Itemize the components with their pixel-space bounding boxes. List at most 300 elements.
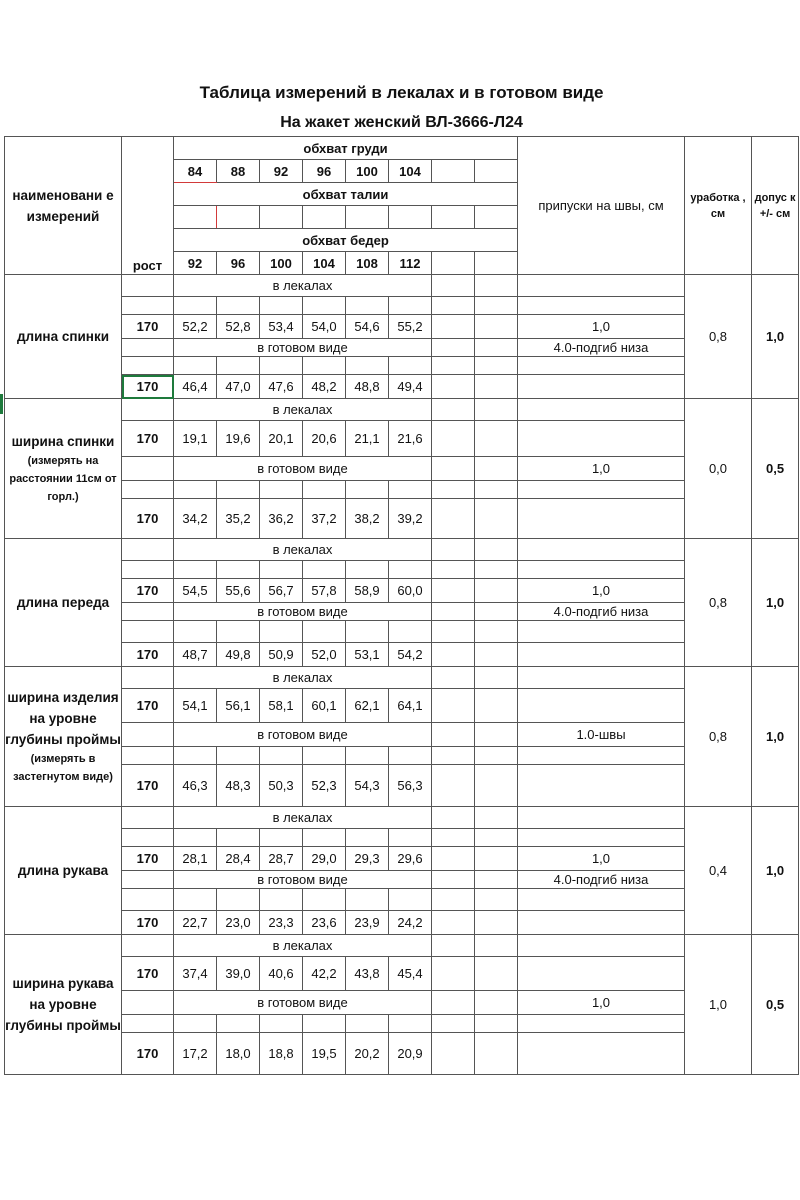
empty-cell: [475, 206, 518, 229]
shrink-value: 0,8: [685, 667, 752, 807]
empty-cell: [432, 481, 475, 499]
finished-value: 56,3: [389, 765, 432, 807]
table-row: [5, 375, 799, 399]
empty-cell: [432, 339, 475, 357]
empty-cell: [432, 315, 475, 339]
table-row: [5, 357, 799, 375]
empty-cell: [260, 561, 303, 579]
empty-cell: [432, 621, 475, 643]
finished-value: 48,8: [346, 375, 389, 399]
table-row: [5, 603, 799, 621]
empty-cell: [432, 579, 475, 603]
table-row: [5, 807, 799, 829]
header-chest-size: 84: [174, 160, 217, 183]
finished-value: 53,1: [346, 643, 389, 667]
finished-value: 18,8: [260, 1033, 303, 1075]
empty-cell: [518, 689, 685, 723]
header-hips-label: обхват бедер: [174, 229, 518, 252]
finished-value: 20,2: [346, 1033, 389, 1075]
empty-cell: [432, 399, 475, 421]
finished-label: в готовом виде: [174, 871, 432, 889]
empty-cell: [174, 747, 217, 765]
empty-cell: [346, 1015, 389, 1033]
empty-cell: [260, 206, 303, 229]
empty-cell: [475, 275, 518, 297]
allowance-value: 1,0: [518, 579, 685, 603]
tolerance-value: 1,0: [752, 667, 799, 807]
empty-cell: [475, 603, 518, 621]
measurement-name: [5, 399, 122, 539]
empty-cell: [174, 297, 217, 315]
measurement-name-text: ширина рукава на уровне глубины проймы: [5, 976, 121, 1033]
empty-cell: [518, 911, 685, 935]
empty-cell: [475, 499, 518, 539]
header-chest-label: обхват груди: [174, 137, 518, 160]
shrink-value: 0,8: [685, 275, 752, 399]
empty-cell: [432, 297, 475, 315]
empty-cell: [174, 481, 217, 499]
pattern-value: 29,6: [389, 847, 432, 871]
empty-cell: [432, 723, 475, 747]
height-value: 170: [122, 499, 174, 539]
finished-value: 52,3: [303, 765, 346, 807]
empty-cell: [432, 1033, 475, 1075]
empty-cell: [432, 807, 475, 829]
pattern-value: 20,6: [303, 421, 346, 457]
empty-cell: [346, 297, 389, 315]
pattern-value: 19,1: [174, 421, 217, 457]
finished-value: 48,2: [303, 375, 346, 399]
pattern-value: 28,4: [217, 847, 260, 871]
empty-cell: [475, 847, 518, 871]
tolerance-value: 0,5: [752, 399, 799, 539]
empty-cell: [518, 889, 685, 911]
pattern-value: 29,3: [346, 847, 389, 871]
pattern-value: 60,0: [389, 579, 432, 603]
empty-cell: [122, 807, 174, 829]
empty-cell: [475, 579, 518, 603]
empty-cell: [432, 499, 475, 539]
empty-cell: [303, 1015, 346, 1033]
empty-cell: [432, 847, 475, 871]
empty-cell: [389, 621, 432, 643]
finished-label: в готовом виде: [174, 991, 432, 1015]
empty-cell: [174, 829, 217, 847]
empty-cell: [432, 561, 475, 579]
table-row: [5, 339, 799, 357]
empty-cell: [174, 621, 217, 643]
empty-cell: [217, 297, 260, 315]
allowance-hem-value: 4.0-подгиб низа: [518, 603, 685, 621]
pattern-value: 54,0: [303, 315, 346, 339]
empty-cell: [475, 621, 518, 643]
empty-cell: [475, 1015, 518, 1033]
empty-cell: [475, 160, 518, 183]
tolerance-value: 1,0: [752, 275, 799, 399]
pattern-value: 55,2: [389, 315, 432, 339]
header-hip-size: 100: [260, 252, 303, 275]
table-row: [5, 297, 799, 315]
allowance-value: 1,0: [518, 991, 685, 1015]
empty-cell: [389, 481, 432, 499]
pattern-label: в лекалах: [174, 667, 432, 689]
table-row: [5, 871, 799, 889]
empty-cell: [303, 889, 346, 911]
finished-value: 49,8: [217, 643, 260, 667]
finished-value: 37,2: [303, 499, 346, 539]
finished-label: в готовом виде: [174, 339, 432, 357]
empty-cell: [518, 421, 685, 457]
finished-value: 52,0: [303, 643, 346, 667]
pattern-value: 29,0: [303, 847, 346, 871]
empty-cell: [475, 315, 518, 339]
empty-cell: [518, 807, 685, 829]
allowance-value: 1.0-швы: [518, 723, 685, 747]
finished-value: 23,9: [346, 911, 389, 935]
finished-value: 47,6: [260, 375, 303, 399]
table-row: [5, 723, 799, 747]
measurement-name-text: длина спинки: [16, 329, 110, 344]
finished-value: 24,2: [389, 911, 432, 935]
measurement-name: [5, 935, 122, 1075]
empty-cell: [174, 889, 217, 911]
empty-cell: [122, 481, 174, 499]
empty-cell: [518, 935, 685, 957]
empty-cell: [122, 339, 174, 357]
height-value: 170: [122, 689, 174, 723]
pattern-value: 54,5: [174, 579, 217, 603]
finished-value: 48,3: [217, 765, 260, 807]
pattern-value: 39,0: [217, 957, 260, 991]
pattern-label: в лекалах: [174, 935, 432, 957]
empty-cell: [217, 621, 260, 643]
empty-cell: [475, 421, 518, 457]
height-value: 170: [122, 579, 174, 603]
pattern-value: 60,1: [303, 689, 346, 723]
table-row: [5, 957, 799, 991]
empty-cell: [475, 829, 518, 847]
empty-cell: [174, 561, 217, 579]
empty-cell: [217, 481, 260, 499]
empty-cell: [475, 807, 518, 829]
pattern-label: в лекалах: [174, 275, 432, 297]
empty-cell: [518, 399, 685, 421]
empty-cell: [475, 481, 518, 499]
empty-cell: [122, 667, 174, 689]
table-row: [5, 765, 799, 807]
header-waist-label: обхват талии: [174, 183, 518, 206]
header-name-column: наименовани е измерений: [5, 137, 122, 275]
empty-cell: [389, 206, 432, 229]
empty-cell: [475, 889, 518, 911]
empty-cell: [432, 539, 475, 561]
empty-cell: [475, 747, 518, 765]
empty-cell: [260, 481, 303, 499]
empty-cell: [432, 275, 475, 297]
empty-cell: [475, 539, 518, 561]
empty-cell: [475, 667, 518, 689]
table-row: [5, 539, 799, 561]
empty-cell: [475, 871, 518, 889]
empty-cell: [260, 829, 303, 847]
empty-cell: [389, 297, 432, 315]
table-row: [5, 689, 799, 723]
header-hip-size: 96: [217, 252, 260, 275]
empty-cell: [432, 421, 475, 457]
empty-cell: [303, 357, 346, 375]
allowance-value: 1,0: [518, 315, 685, 339]
empty-cell: [122, 399, 174, 421]
pattern-value: 56,1: [217, 689, 260, 723]
empty-cell: [122, 991, 174, 1015]
empty-cell: [432, 667, 475, 689]
measurement-name-text: ширина изделия на уровне глубины проймы: [5, 690, 121, 747]
shrink-value: 0,8: [685, 539, 752, 667]
finished-value: 49,4: [389, 375, 432, 399]
measurement-table: [4, 76, 799, 1075]
measurement-name-text: длина переда: [16, 595, 110, 610]
empty-cell: [432, 160, 475, 183]
empty-cell: [303, 297, 346, 315]
empty-cell: [518, 297, 685, 315]
measurement-name: [5, 807, 122, 935]
empty-cell: [518, 539, 685, 561]
finished-label: в готовом виде: [174, 723, 432, 747]
empty-cell: [432, 206, 475, 229]
empty-cell: [518, 667, 685, 689]
empty-cell: [475, 643, 518, 667]
empty-cell: [303, 561, 346, 579]
pattern-value: 40,6: [260, 957, 303, 991]
table-row: [5, 421, 799, 457]
empty-cell: [346, 747, 389, 765]
empty-cell: [122, 829, 174, 847]
finished-value: 47,0: [217, 375, 260, 399]
empty-cell: [122, 621, 174, 643]
empty-cell: [122, 871, 174, 889]
pattern-value: 28,1: [174, 847, 217, 871]
empty-cell: [432, 252, 475, 275]
empty-cell: [303, 747, 346, 765]
measurement-name: [5, 275, 122, 399]
empty-cell: [432, 765, 475, 807]
table-row: [5, 499, 799, 539]
empty-cell: [475, 765, 518, 807]
empty-cell: [475, 375, 518, 399]
empty-cell: [260, 889, 303, 911]
empty-cell: [432, 689, 475, 723]
header-chest-size: 104: [389, 160, 432, 183]
table-row: [5, 643, 799, 667]
table-row: [5, 457, 799, 481]
finished-value: 50,3: [260, 765, 303, 807]
header-chest-size: 100: [346, 160, 389, 183]
empty-cell: [518, 499, 685, 539]
empty-cell: [303, 481, 346, 499]
empty-cell: [122, 275, 174, 297]
finished-value: 50,9: [260, 643, 303, 667]
empty-cell: [122, 539, 174, 561]
pattern-value: 21,1: [346, 421, 389, 457]
empty-cell: [122, 297, 174, 315]
empty-cell: [122, 935, 174, 957]
empty-cell: [346, 206, 389, 229]
table-row: [5, 889, 799, 911]
empty-cell: [303, 621, 346, 643]
height-value: 170: [122, 375, 174, 399]
pattern-value: 43,8: [346, 957, 389, 991]
empty-cell: [432, 643, 475, 667]
pattern-value: 28,7: [260, 847, 303, 871]
height-value: 170: [122, 911, 174, 935]
empty-cell: [518, 747, 685, 765]
shrink-value: 0,0: [685, 399, 752, 539]
empty-cell: [303, 206, 346, 229]
empty-cell: [346, 889, 389, 911]
empty-cell: [432, 747, 475, 765]
finished-value: 54,3: [346, 765, 389, 807]
table-row: [5, 1033, 799, 1075]
empty-cell: [346, 481, 389, 499]
empty-cell: [122, 723, 174, 747]
finished-value: 35,2: [217, 499, 260, 539]
empty-cell: [432, 603, 475, 621]
empty-cell: [122, 457, 174, 481]
measurement-name-text: ширина спинки: [11, 434, 115, 449]
empty-cell: [260, 1015, 303, 1033]
empty-cell: [518, 1015, 685, 1033]
allowance-hem-value: 4.0-подгиб низа: [518, 871, 685, 889]
finished-value: 18,0: [217, 1033, 260, 1075]
finished-value: 39,2: [389, 499, 432, 539]
empty-cell: [518, 643, 685, 667]
pattern-value: 37,4: [174, 957, 217, 991]
finished-value: 54,2: [389, 643, 432, 667]
empty-cell: [217, 829, 260, 847]
empty-cell: [518, 829, 685, 847]
pattern-value: 52,2: [174, 315, 217, 339]
finished-value: 34,2: [174, 499, 217, 539]
tolerance-value: 1,0: [752, 807, 799, 935]
table-row: [5, 935, 799, 957]
empty-cell: [518, 765, 685, 807]
empty-cell: [217, 747, 260, 765]
empty-cell: [389, 1015, 432, 1033]
finished-value: 22,7: [174, 911, 217, 935]
pattern-value: 20,1: [260, 421, 303, 457]
height-value: 170: [122, 847, 174, 871]
finished-value: 17,2: [174, 1033, 217, 1075]
pattern-value: 58,1: [260, 689, 303, 723]
height-value: 170: [122, 643, 174, 667]
row-selection-marker: [0, 394, 3, 414]
pattern-value: 56,7: [260, 579, 303, 603]
pattern-value: 53,4: [260, 315, 303, 339]
empty-cell: [217, 561, 260, 579]
finished-value: 46,3: [174, 765, 217, 807]
empty-cell: [122, 889, 174, 911]
empty-cell: [432, 911, 475, 935]
empty-cell: [475, 957, 518, 991]
empty-cell: [260, 357, 303, 375]
pattern-value: 62,1: [346, 689, 389, 723]
table-row: [5, 667, 799, 689]
empty-cell: [518, 375, 685, 399]
table-row: [5, 747, 799, 765]
table-row: [5, 561, 799, 579]
empty-cell: [432, 991, 475, 1015]
pattern-value: 58,9: [346, 579, 389, 603]
empty-cell: [346, 621, 389, 643]
allowance-value: 1,0: [518, 847, 685, 871]
table-row: [5, 275, 799, 297]
header-hip-size: 92: [174, 252, 217, 275]
empty-cell: [475, 561, 518, 579]
empty-cell: [475, 991, 518, 1015]
table-row: [5, 911, 799, 935]
empty-cell: [518, 561, 685, 579]
empty-cell: [432, 889, 475, 911]
empty-cell: [475, 457, 518, 481]
empty-cell: [518, 957, 685, 991]
empty-cell: [432, 935, 475, 957]
empty-cell: [260, 747, 303, 765]
table-row: [5, 991, 799, 1015]
empty-cell: [217, 206, 260, 229]
measurement-name: [5, 667, 122, 807]
table-row: [5, 399, 799, 421]
empty-cell: [389, 561, 432, 579]
finished-value: 23,6: [303, 911, 346, 935]
measurement-note: (измерять на расстоянии 11см от горл.): [9, 455, 117, 503]
header-height-column: рост: [122, 137, 174, 275]
empty-cell: [122, 561, 174, 579]
empty-cell: [217, 357, 260, 375]
height-value: 170: [122, 421, 174, 457]
empty-cell: [174, 1015, 217, 1033]
empty-cell: [174, 357, 217, 375]
empty-cell: [475, 339, 518, 357]
finished-value: 19,5: [303, 1033, 346, 1075]
empty-cell: [475, 297, 518, 315]
empty-cell: [518, 481, 685, 499]
empty-cell: [217, 889, 260, 911]
empty-cell: [432, 1015, 475, 1033]
empty-cell: [518, 621, 685, 643]
height-value: 170: [122, 957, 174, 991]
empty-cell: [432, 375, 475, 399]
empty-cell: [389, 889, 432, 911]
empty-cell: [475, 935, 518, 957]
empty-cell: [432, 357, 475, 375]
empty-cell: [475, 1033, 518, 1075]
tolerance-value: 1,0: [752, 539, 799, 667]
allowance-hem-value: 4.0-подгиб низа: [518, 339, 685, 357]
allowance-value: 1,0: [518, 457, 685, 481]
empty-cell: [389, 747, 432, 765]
finished-value: 36,2: [260, 499, 303, 539]
empty-cell: [122, 357, 174, 375]
height-value: 170: [122, 315, 174, 339]
empty-cell: [346, 829, 389, 847]
empty-cell: [475, 723, 518, 747]
empty-cell: [260, 297, 303, 315]
pattern-label: в лекалах: [174, 807, 432, 829]
empty-cell: [475, 399, 518, 421]
table-row: [5, 621, 799, 643]
header-hip-size: 112: [389, 252, 432, 275]
empty-cell: [122, 747, 174, 765]
